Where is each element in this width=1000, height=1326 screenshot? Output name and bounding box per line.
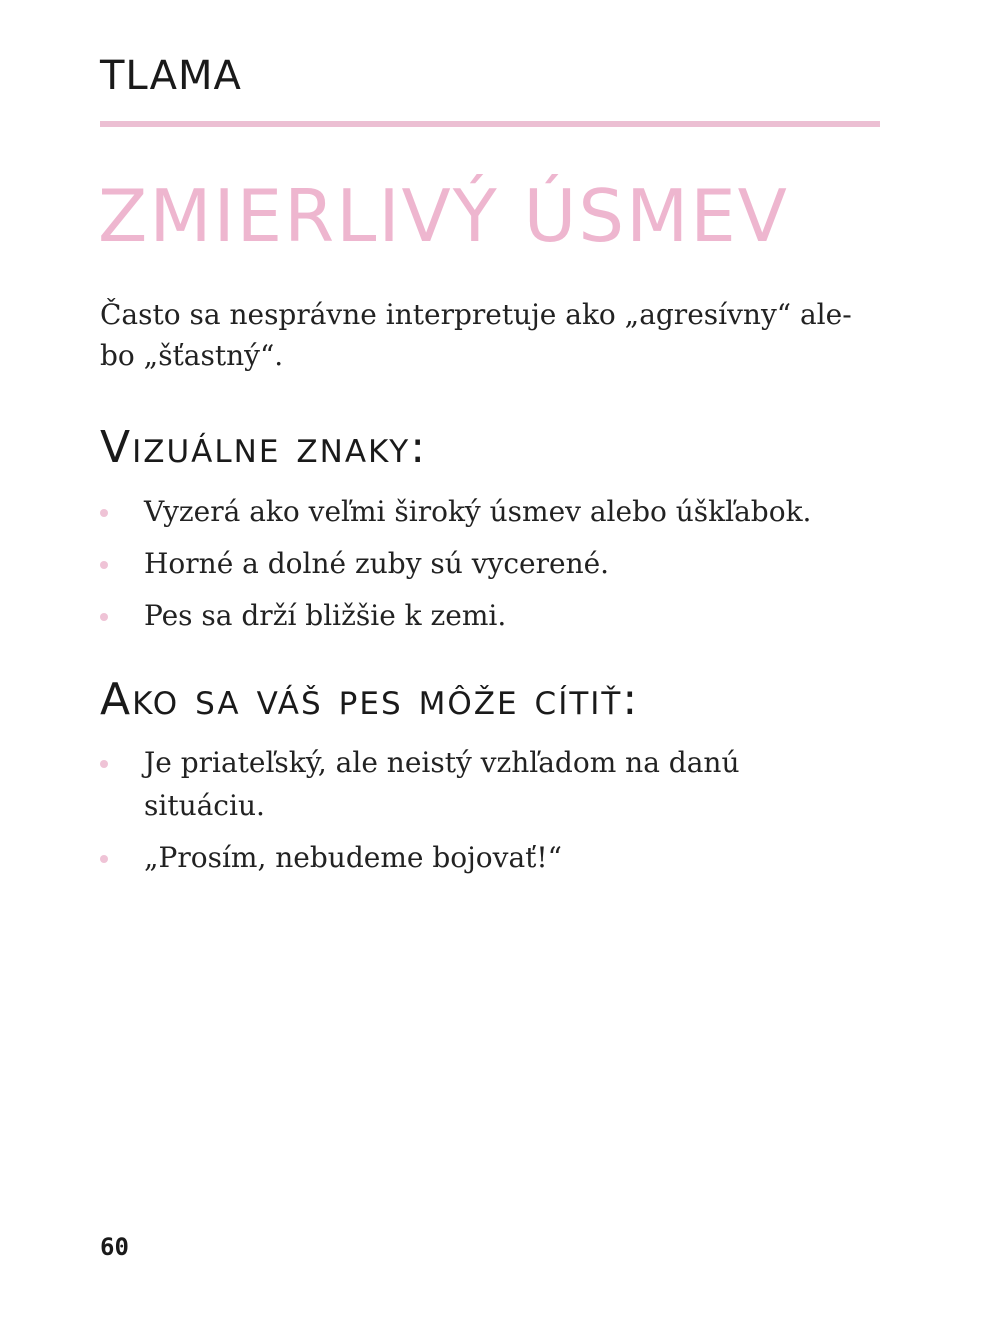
page-title: ZMIERLIVÝ ÚSMEV: [98, 174, 789, 258]
list-item-text: Pes sa drží bližšie k zemi.: [144, 599, 507, 632]
intro-paragraph: [100, 294, 880, 376]
list-item-text: Horné a dolné zuby sú vycerené.: [144, 547, 610, 580]
visual-signs-heading: Vizuálne znaky:: [100, 422, 428, 473]
list-item: [100, 836, 880, 879]
how-dog-feels-list: [100, 741, 880, 888]
list-item-text: „Prosím, nebudeme bojovať!“: [144, 841, 562, 874]
list-item-text: situáciu.: [144, 789, 265, 822]
list-item-text: Je priateľský, ale neistý vzhľadom na danú: [144, 746, 740, 779]
list-item: [100, 490, 880, 533]
bullet-icon: [100, 855, 108, 863]
bullet-icon: [100, 509, 108, 517]
page-number: 60: [100, 1233, 129, 1261]
section-header: TLAMA: [100, 53, 242, 99]
bullet-icon: [100, 613, 108, 621]
intro-line: bo „šťastný“.: [100, 339, 284, 372]
bullet-icon: [100, 760, 108, 768]
intro-line: Často sa nesprávne interpretuje ako „agresívny“ ale-: [100, 298, 852, 331]
bullet-icon: [100, 561, 108, 569]
list-item: [100, 542, 880, 585]
list-item: [100, 741, 880, 827]
visual-signs-list: [100, 490, 880, 646]
how-dog-feels-heading: Ako sa váš pes môže cítiť:: [100, 674, 640, 725]
list-item-text: Vyzerá ako veľmi široký úsmev alebo úškľabok.: [144, 495, 812, 528]
list-item: [100, 594, 880, 637]
header-divider: [100, 121, 880, 127]
